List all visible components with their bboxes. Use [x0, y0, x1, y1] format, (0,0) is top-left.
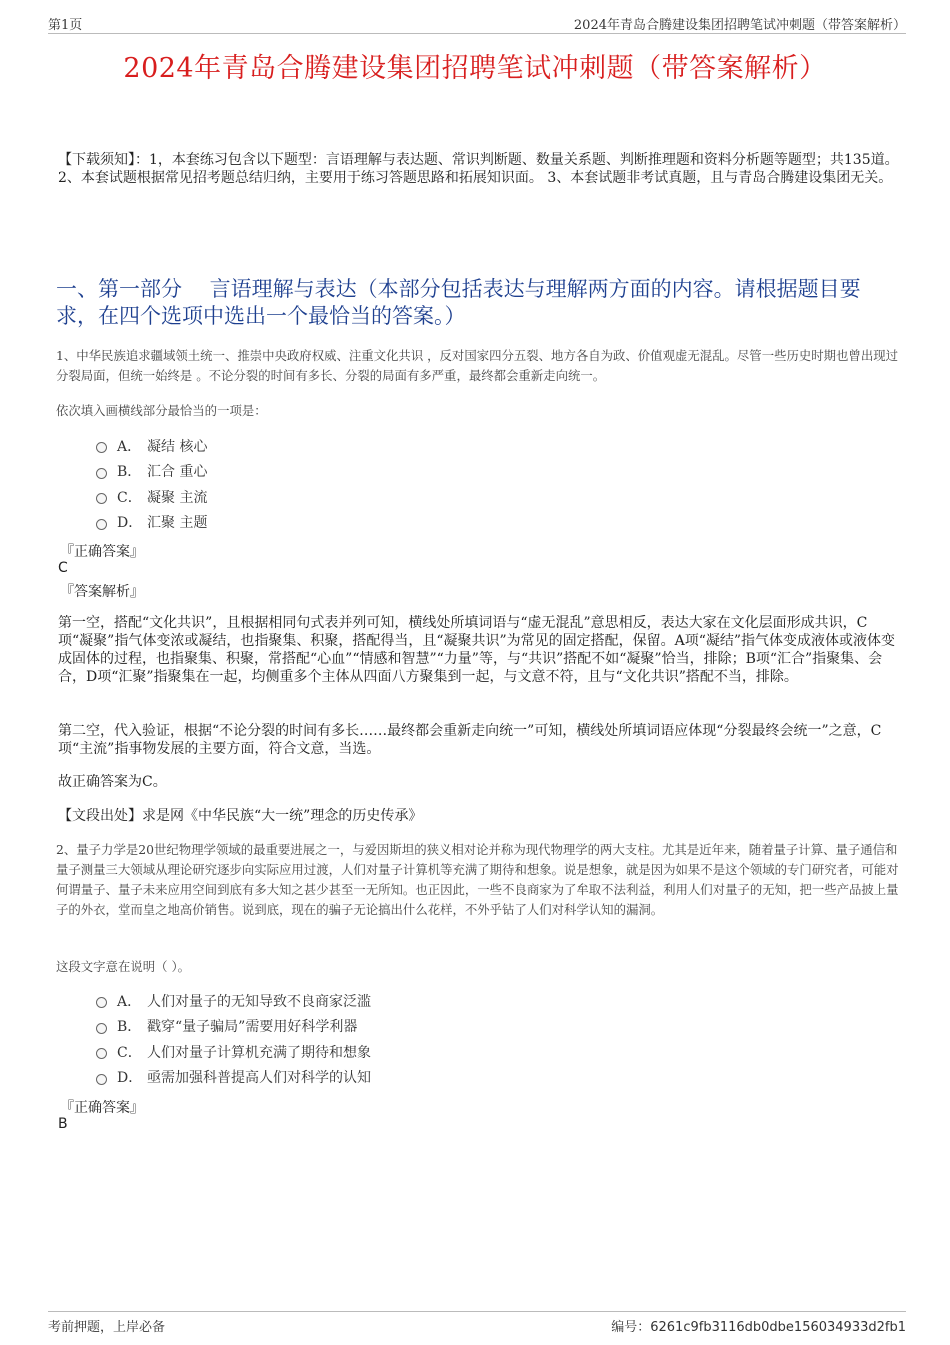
radio-icon[interactable] — [96, 442, 107, 453]
download-notice: 【下载须知】：1，本套练习包含以下题型：言语理解与表达题、常识判断题、数量关系题、判断推理题和资料分析题等题型；共135道。 2、本套试题根据常见招考题总结归纳，主要用于练习答题思路和拓展知识面。 3、本套试题非考试真题，且与青岛合腾建设集团无关。 — [58, 152, 899, 186]
footer-slogan: 考前押题，上岸必备 — [48, 1320, 166, 1335]
page-title: 2024年青岛合腾建设集团招聘笔试冲刺题（带答案解析） — [123, 53, 827, 84]
question-1-option-d[interactable]: D． 汇聚 主题 — [96, 510, 207, 536]
question-2-prompt: 这段文字意在说明（ ）。 — [56, 959, 191, 974]
question-1-answer-label: 『正确答案』 — [60, 544, 144, 560]
question-2-option-b[interactable]: B． 戳穿“量子骗局”需要用好科学利器 — [96, 1014, 371, 1040]
question-1-options — [96, 433, 207, 535]
question-1-conclusion: 故正确答案为C。 — [58, 774, 167, 790]
radio-icon[interactable] — [96, 1074, 107, 1085]
question-2-option-a[interactable]: A． 人们对量子的无知导致不良商家泛滥 — [96, 988, 371, 1014]
section-heading: 一、第一部分 言语理解与表达（本部分包括表达与理解两方面的内容。请根据题目要求，在四个选项中选出一个最恰当的答案。） — [56, 277, 861, 328]
question-1-prompt: 依次填入画横线部分最恰当的一项是： — [56, 403, 267, 418]
question-1-source: 【文段出处】求是网《中华民族“大一统”理念的历史传承》 — [58, 808, 423, 824]
radio-icon[interactable] — [96, 468, 107, 479]
question-1-option-a[interactable]: A． 凝结 核心 — [96, 433, 207, 459]
footer-divider — [48, 1311, 906, 1312]
question-2-option-d[interactable]: D． 亟需加强科普提高人们对科学的认知 — [96, 1065, 371, 1091]
question-2-text: 2、量子力学是20世纪物理学领域的最重要进展之一，与爱因斯坦的狭义相对论并称为现代物理学的两大支柱。尤其是近年来，随着量子计算、量子通信和量子测量三大领域从理论研究逐步向实际应用过渡，人们对量子计算机等充满了期待和想象。说是想象，就是因为如果不是这个领域的专门研究者，可能对何谓量子、量子未来应用空间到底有多大知之甚少甚至一无所知。也正因此，一些不良商家为了牟取不法利益，利用人们对量子的无知，把一些产品披上量子的外衣，堂而皇之地高价销售。说到底，现在的骗子无论搞出什么花样，不外乎钻了人们对科学认知的漏洞。 — [56, 842, 899, 917]
header-divider — [48, 33, 906, 34]
footer-code-value: 6261c9fb3116db0dbe156034933d2fb1 — [650, 1320, 906, 1335]
question-1-text: 1、中华民族追求疆域领土统一、推崇中央政府权威、注重文化共识 ，反对国家四分五裂、地方各自为政、价值观虚无混乱。尽管一些历史时期也曾出现过分裂局面，但统一始终是 。不论分裂的时间有多长、分裂的局面有多严重，最终都会重新走向统一。 — [56, 348, 898, 383]
footer-code — [611, 1316, 906, 1335]
radio-icon[interactable] — [96, 997, 107, 1008]
question-1-analysis-paragraph-2: 第二空，代入验证，根据“不论分裂的时间有多长……最终都会重新走向统一”可知，横线处所填词语应体现“分裂最终会统一”之意，C项“主流”指事物发展的主要方面，符合文意，当选。 — [58, 723, 882, 757]
header-page-label: 第1页 — [48, 18, 83, 33]
radio-icon[interactable] — [96, 1023, 107, 1034]
question-1-option-b[interactable]: B． 汇合 重心 — [96, 459, 207, 485]
radio-icon[interactable] — [96, 493, 107, 504]
header-doc-title: 2024年青岛合腾建设集团招聘笔试冲刺题（带答案解析） — [573, 18, 906, 33]
question-1-analysis-paragraph-1: 第一空，搭配“文化共识”，且根据相同句式表并列可知，横线处所填词语与“虚无混乱”意思相反，表达大家在文化层面形成共识，C项“凝聚”指气体变浓或凝结，也指聚集、积聚，搭配得当，且“凝聚共识”为常见的固定搭配，保留。A项“凝结”指气体变成液体或液体变成固体的过程，也指聚集、积聚，常搭配“心血”“情感和智慧”“力量”等，与“共识”搭配不如“凝聚”恰当，排除；B项“汇合”指聚集、会合，D项“汇聚”指聚集在一起，均侧重多个主体从四面八方聚集到一起，与文意不符，且与“文化共识”搭配不当，排除。 — [58, 615, 896, 685]
question-2-option-c[interactable]: C． 人们对量子计算机充满了期待和想象 — [96, 1039, 371, 1065]
question-1-analysis-label: 『答案解析』 — [60, 584, 144, 600]
question-2-answer-label: 『正确答案』 — [60, 1100, 144, 1116]
question-1-answer: C — [58, 560, 68, 576]
radio-icon[interactable] — [96, 519, 107, 530]
question-2-options — [96, 988, 371, 1090]
radio-icon[interactable] — [96, 1048, 107, 1059]
footer-code-label: 编号： — [611, 1320, 651, 1335]
question-2-answer: B — [58, 1116, 68, 1132]
question-1-option-c[interactable]: C． 凝聚 主流 — [96, 484, 207, 510]
